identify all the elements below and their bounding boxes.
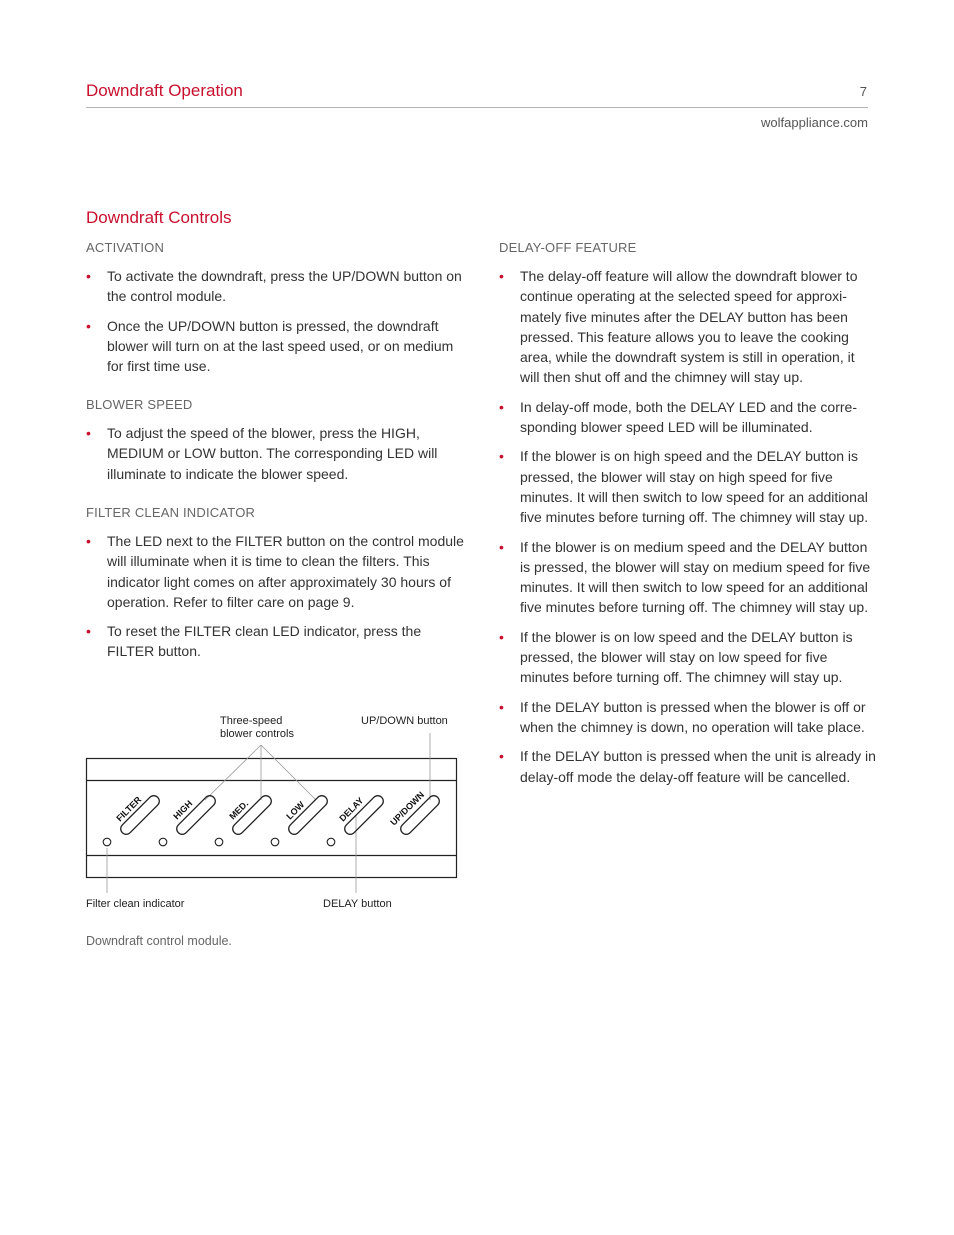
bullet-icon: • — [86, 317, 91, 334]
svg-text:LOW: LOW — [284, 799, 307, 822]
bullet-icon: • — [499, 628, 504, 645]
list-item: • To activate the downdraft, press the UP/DOWN button on the control module. — [86, 268, 462, 305]
list-item: • If the DELAY button is pressed when the blower is off or when the chimney is down, no operation will take place. — [499, 698, 866, 735]
callout-updown: UP/DOWN button — [361, 715, 448, 727]
subheading-filter-clean: FILTER CLEAN INDICATOR — [86, 505, 256, 520]
subheading-delay-off: DELAY-OFF FEATURE — [499, 240, 637, 255]
bullet-icon: • — [499, 538, 504, 555]
bullet-icon: • — [499, 268, 504, 284]
high-led-icon — [159, 838, 167, 846]
list-item: • In delay-off mode, both the DELAY LED and the corresponding blower speed LED will be illuminated. — [499, 398, 857, 436]
filter-led-icon — [103, 838, 111, 846]
header-title: Downdraft Operation — [86, 81, 243, 100]
bullet-icon: • — [499, 448, 504, 465]
svg-text:HIGH: HIGH — [171, 798, 195, 822]
bullet-icon: • — [86, 268, 91, 284]
list-item: • If the blower is on low speed and the DELAY button is pressed, the blower will stay on low speed for five minutes before turning off. The chimney will stay up. — [499, 628, 853, 686]
delay-led-icon — [327, 838, 335, 846]
list-item: • If the DELAY button is pressed when the unit is already in delay-off mode the delay-off feature will be cancelled. — [499, 748, 876, 785]
section-title: Downdraft Controls — [86, 208, 232, 227]
list-item: • If the blower is on medium speed and the DELAY button is pressed, the blower will stay on medium speed for five minutes. It will then switch to low speed for an additional five minutes before turning off. The chimney will stay up. — [499, 538, 871, 616]
delay-off-list — [499, 266, 877, 796]
bullet-icon: • — [499, 698, 504, 715]
website-link[interactable]: wolfappliance.com — [761, 115, 868, 130]
bullet-icon: • — [86, 533, 91, 549]
callout-filter-indicator: Filter clean indicator — [86, 898, 185, 910]
svg-text:MED.: MED. — [227, 798, 251, 822]
svg-text:DELAY: DELAY — [337, 795, 366, 824]
page-number: 7 — [859, 84, 867, 99]
low-led-icon — [271, 838, 279, 846]
bullet-icon: • — [86, 623, 91, 640]
list-item: • To reset the FILTER clean LED indicator, press the FILTER button. — [86, 623, 422, 660]
subheading-activation: ACTIVATION — [86, 240, 165, 255]
list-item: • The delay-off feature will allow the downdraft blower to continue operating at the selected speed for approximately five minutes after the DELAY button has been pressed. This feature allows you to leave the cooking area, while the downdraft system is still in operation, it will then shut off and the chimney will stay up. — [499, 268, 858, 386]
list-item: • If the blower is on high speed and the DELAY button is pressed, the blower will stay on high speed for five minutes. It will then switch to low speed for an additional five minutes before turning off. The chimney will stay up. — [499, 448, 869, 526]
svg-text:UP/DOWN: UP/DOWN — [388, 789, 427, 828]
list-item: • Once the UP/DOWN button is pressed, the downdraft blower will turn on at the last speed used, or on medium for first time use. — [86, 317, 454, 375]
callout-three-speed: Three-speed blower controls — [220, 715, 294, 740]
callout-delay: DELAY button — [323, 898, 392, 910]
list-item: • To adjust the speed of the blower, press the HIGH, MEDIUM or LOW button. The corresponding LED will illuminate to indicate the blower speed. — [86, 425, 438, 482]
bullet-icon: • — [499, 748, 504, 765]
bullet-icon: • — [86, 425, 91, 441]
med-led-icon — [215, 838, 223, 846]
svg-text:FILTER: FILTER — [114, 794, 144, 824]
list-item: • The LED next to the FILTER button on the control module will illuminate when it is time to clean the filters. This indicator light comes on after approximately 30 hours of operation. Refer to filter care on page 9. — [86, 533, 464, 610]
subheading-blower-speed: BLOWER SPEED — [86, 397, 193, 412]
figure-caption: Downdraft control module. — [86, 934, 232, 948]
bullet-icon: • — [499, 398, 504, 415]
